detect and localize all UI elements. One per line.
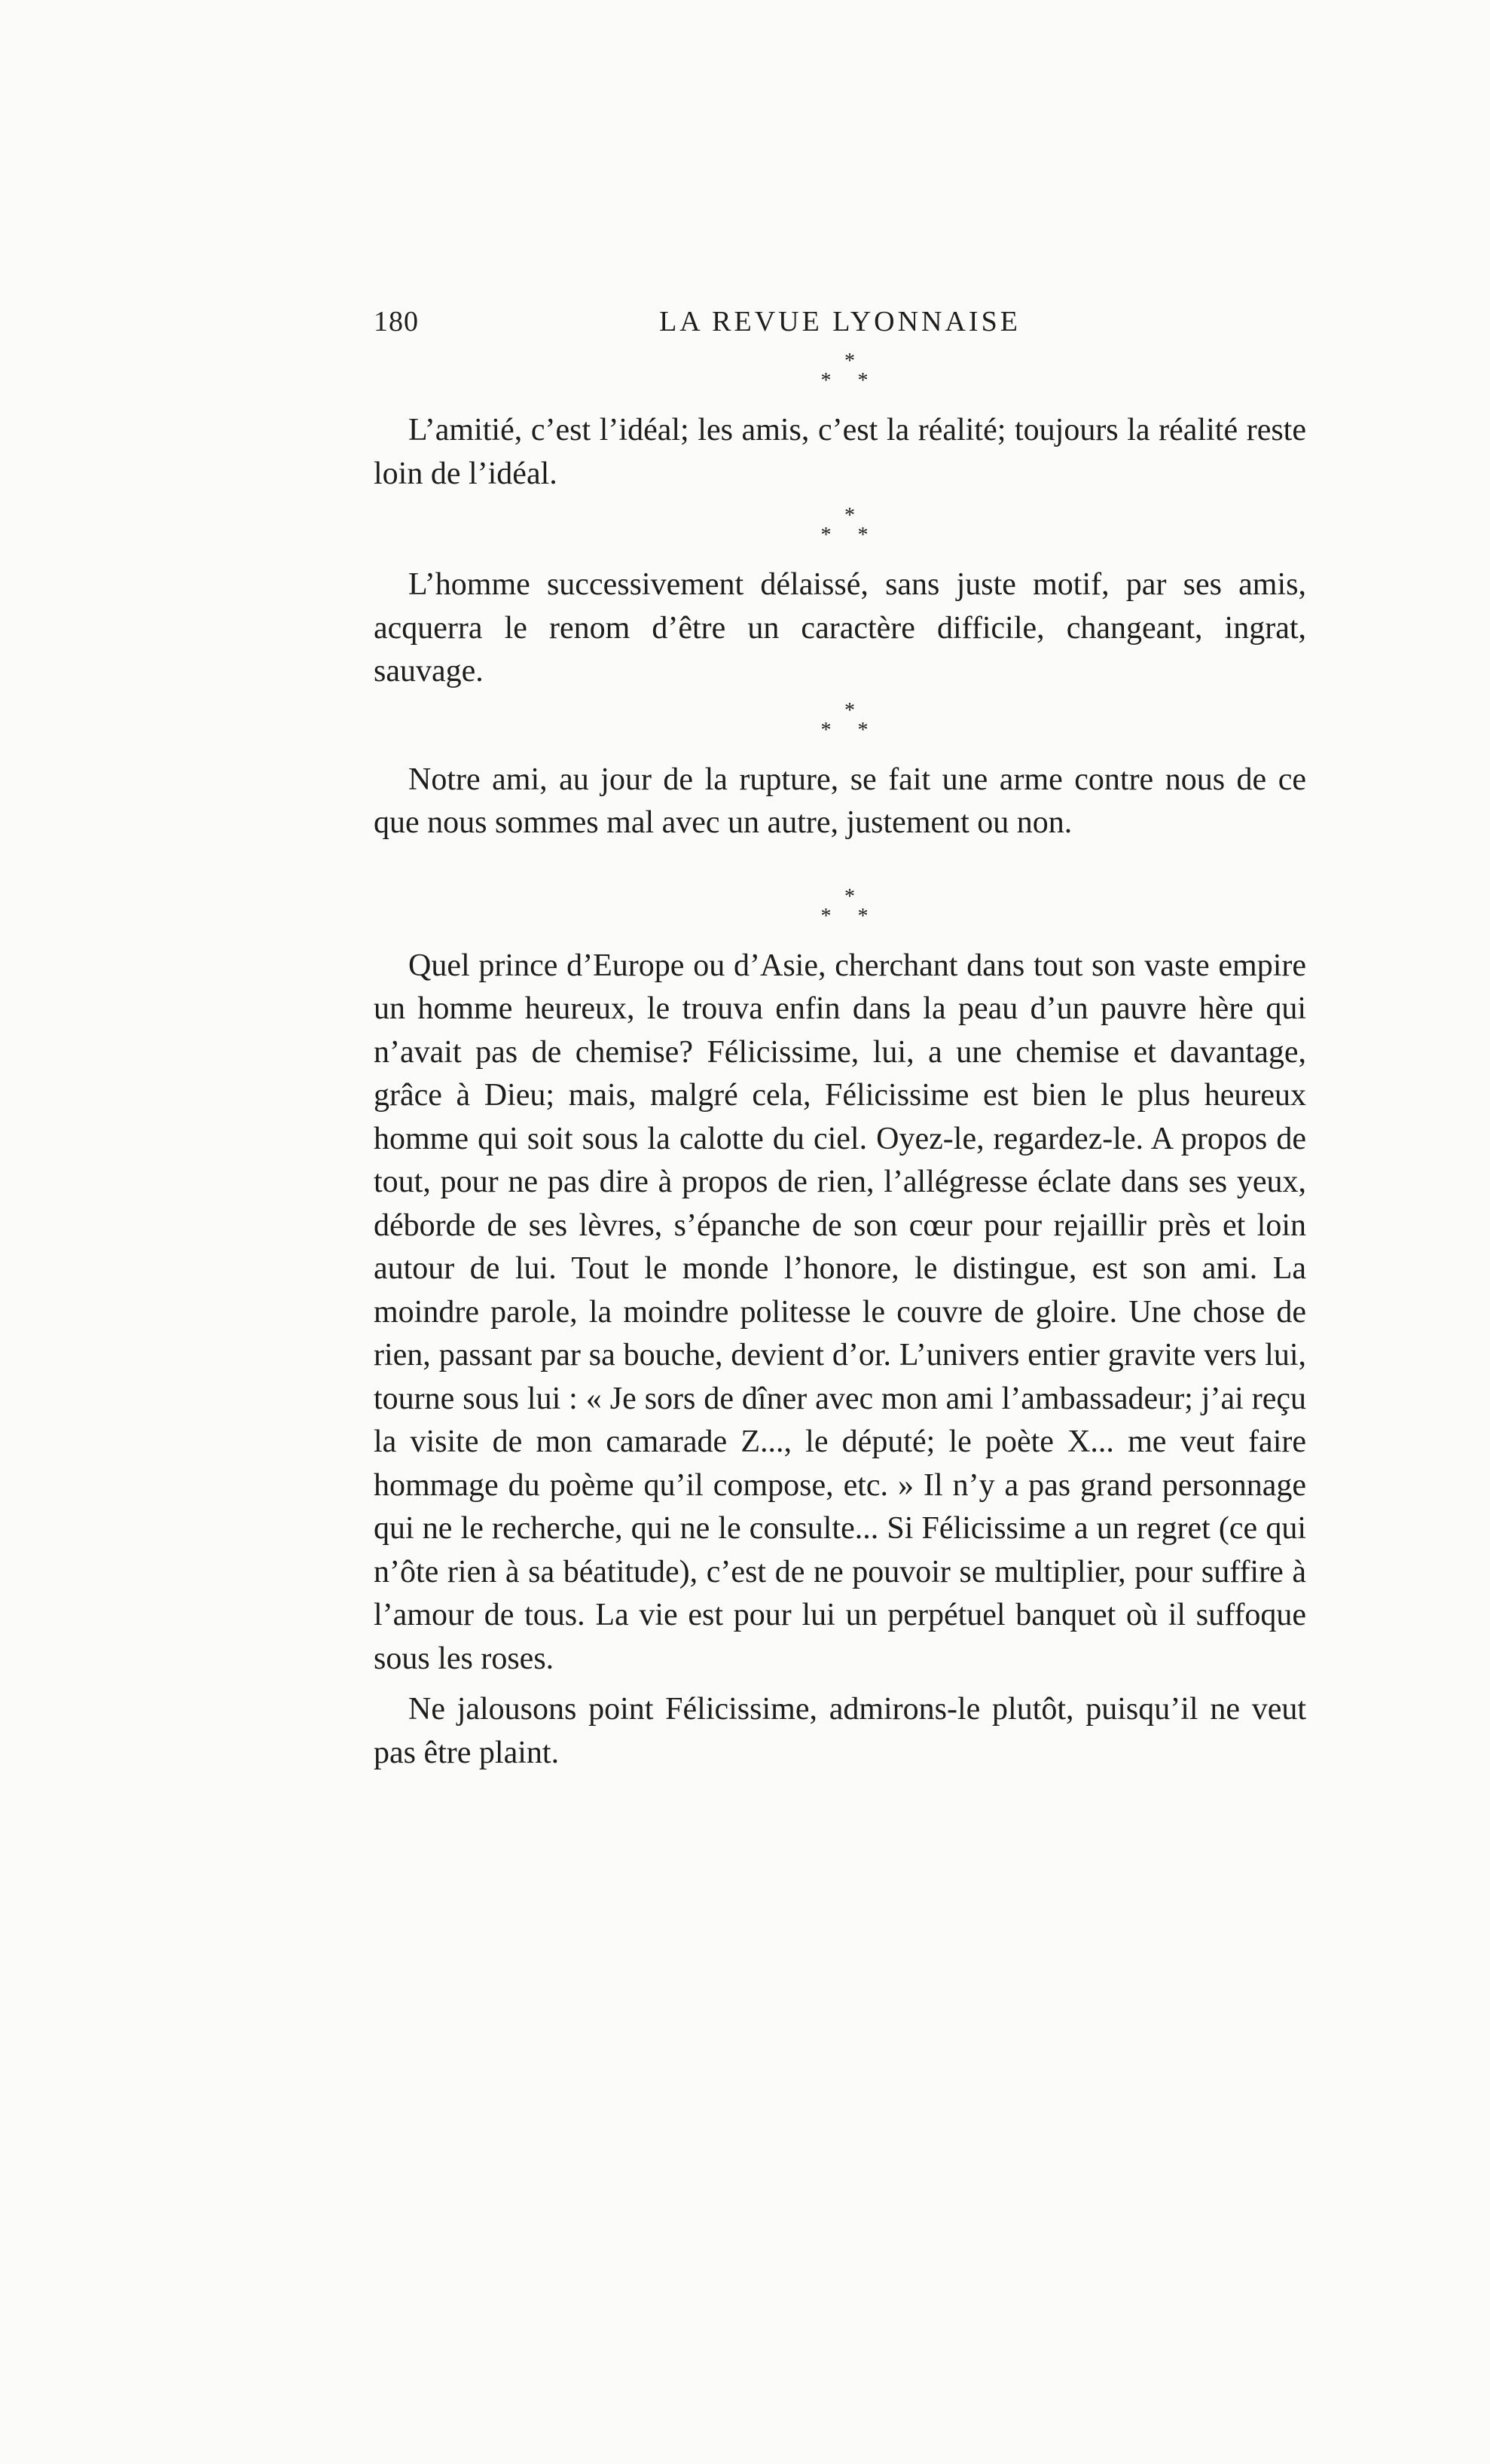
separator-stars-bottom: * * bbox=[820, 524, 879, 547]
paragraph-felicissime: Quel prince d’Europe ou d’Asie, cherchant dans tout son vaste empire un homme heureux, le trouva enfin dans la peau d’un pauvre hère qui n’avait pas de chemise? Félicissime, lui, a une chemise et davantage, grâce à Dieu; mais, malgré cela, Félicissime est bien le plus heureux homme qui soit sous la calotte du ciel. Oyez-le, regardez-le. A propos de tout, pour ne pas dire à propos de rien, l’allégresse éclate dans ses yeux, déborde de ses lèvres, s’épanche de son cœur pour rejaillir près et loin autour de lui. Tout le monde l’honore, le distingue, est son ami. La moindre parole, la moindre politesse le couvre de gloire. Une chose de rien, passant par sa bouche, devient d’or. L’univers entier gravite vers lui, tourne sous lui : « Je sors de dîner avec mon ami l’ambassadeur; j’ai reçu la visite de mon camarade Z..., le député; le poète X... me veut faire hommage du poème qu’il compose, etc. » Il n’y a pas grand personnage qui ne le recherche, qui ne le consulte... Si Félicissime a un regret (ce qui n’ôte rien à sa béatitude), c’est de ne pouvoir se multiplier, pour suffire à l’amour de tous. La vie est pour lui un perpétuel banquet où il suffoque sous les roses. bbox=[374, 948, 1306, 1676]
separator-star-top: * bbox=[844, 884, 855, 908]
separator-star-top: * bbox=[844, 698, 855, 722]
paragraph-rupture: Notre ami, au jour de la rupture, se fait une arme contre nous de ce que nous sommes mal avec un autre, justement ou non. bbox=[374, 762, 1306, 840]
separator-stars-bottom: * * bbox=[820, 718, 879, 742]
spacer bbox=[374, 853, 1306, 886]
separator-stars-bottom: * * bbox=[820, 369, 879, 392]
page-content bbox=[374, 298, 1306, 1782]
section-separator bbox=[374, 352, 1306, 402]
paragraph-abandoned-man: L’homme successivement délaissé, sans juste motif, par ses amis, acquerra le renom d’être un caractère difficile, changeant, ingrat, sauvage. bbox=[374, 567, 1306, 689]
section-separator bbox=[374, 884, 1306, 937]
running-title: LA REVUE LYONNAISE bbox=[659, 306, 1021, 337]
separator-stars-bottom: * * bbox=[820, 904, 879, 928]
section-separator bbox=[374, 698, 1306, 751]
section-separator bbox=[374, 506, 1306, 556]
separator-star-top: * bbox=[844, 350, 855, 373]
separator-star-top: * bbox=[844, 504, 855, 527]
page-number: 180 bbox=[374, 306, 419, 337]
paragraph-conclusion: Ne jalousons point Félicissime, admirons-le plutôt, puisqu’il ne veut pas être plaint. bbox=[374, 1692, 1306, 1770]
page-header bbox=[374, 298, 1306, 350]
paragraph-friendship-ideal: L’amitié, c’est l’idéal; les amis, c’est la réalité; toujours la réalité reste loin de l’idéal. bbox=[374, 413, 1306, 491]
